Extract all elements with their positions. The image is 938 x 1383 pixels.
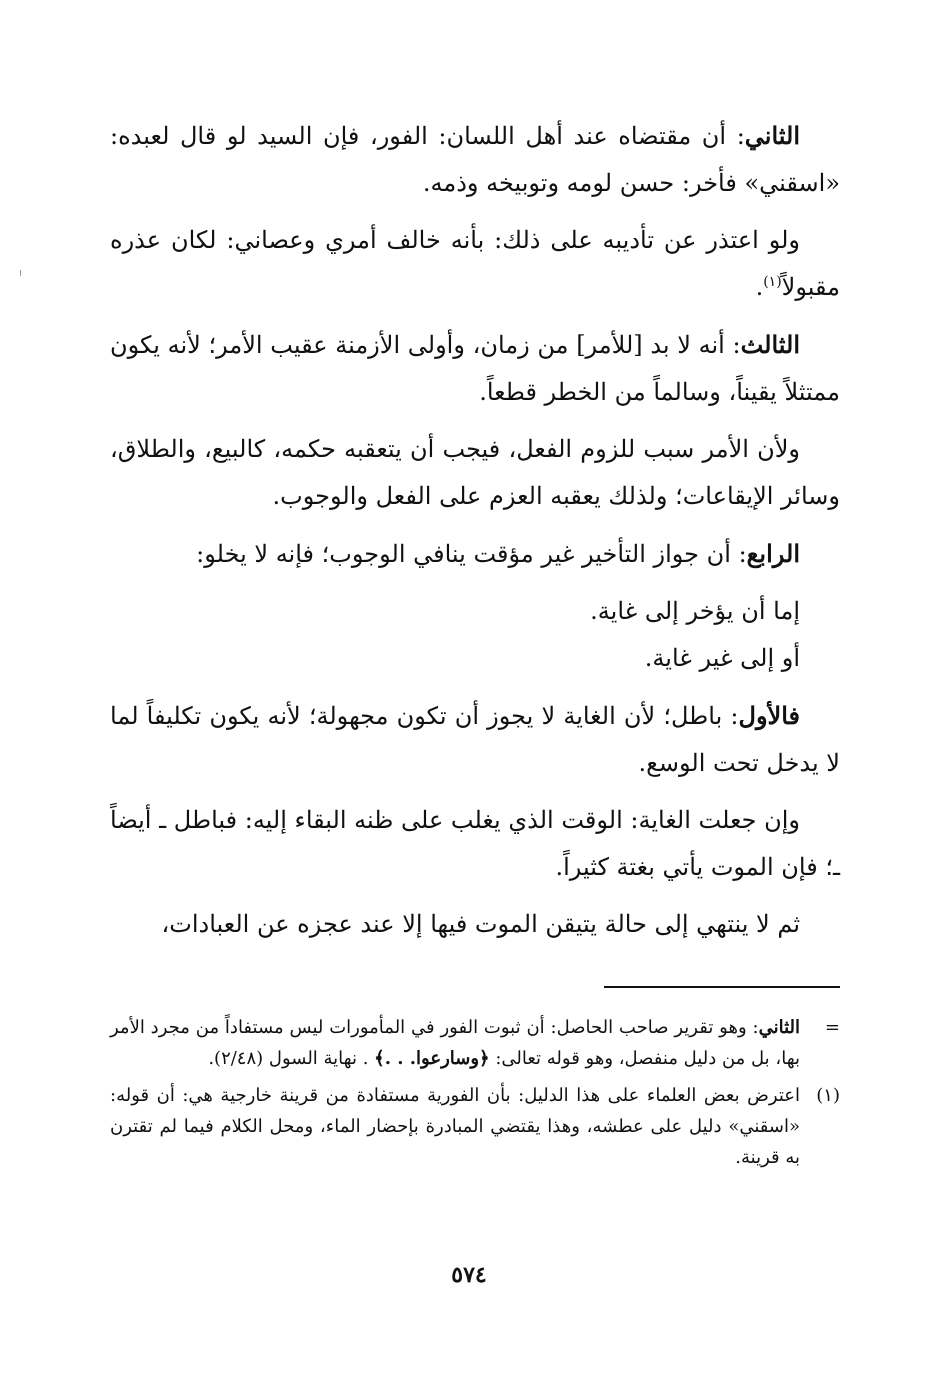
option-line-second bbox=[110, 635, 840, 682]
paragraph-text: : أن جواز التأخير غير مؤقت ينافي الوجوب؛ فإنه لا يخلو: bbox=[196, 540, 747, 568]
paragraph-first-case bbox=[110, 692, 840, 787]
footnote-text: : وهو تقرير صاحب الحاصل: أن ثبوت الفور في المأمورات ليس مستفاداً من مجرد الأمر بها، بل من دليل منفصل، وهو قوله تعالى: bbox=[110, 1017, 800, 1069]
footnote-text: اعترض بعض العلماء على هذا الدليل: بأن الفورية مستفادة من قرينة خارجية هي: أن قوله: «اسقني» دليل على عطشه، وهذا يقتضي المبادرة بإحضار الماء، ومحل الكلام فيما لم تقترن به قرينة. bbox=[110, 1085, 800, 1168]
paragraph-then bbox=[110, 901, 840, 948]
paragraph-third bbox=[110, 321, 840, 416]
footnote-1 bbox=[110, 1080, 840, 1173]
paragraph-second bbox=[110, 112, 840, 207]
footnote-lead: الثاني bbox=[758, 1017, 800, 1038]
scan-mark bbox=[20, 270, 21, 276]
footnote-continued bbox=[110, 1012, 840, 1074]
page-number: ٥٧٤ bbox=[451, 1262, 487, 1288]
paragraph-text: إما أن يؤخر إلى غاية. bbox=[590, 597, 800, 625]
continuation-mark: = bbox=[824, 1017, 840, 1038]
paragraph-lead: الثالث bbox=[740, 330, 800, 359]
paragraph-text: : أنه لا بد [للأمر] من زمان، وأولى الأزمنة عقيب الأمر؛ لأنه يكون ممتثلاً يقيناً، وسالماً من الخطر قطعاً. bbox=[110, 331, 840, 406]
paragraph-text: وإن جعلت الغاية: الوقت الذي يغلب على ظنه البقاء إليه: فباطل ـ أيضاً ـ؛ فإن الموت يأتي بغتة كثيراً. bbox=[110, 806, 840, 881]
paragraph-text: : أن مقتضاه عند أهل اللسان: الفور، فإن السيد لو قال لعبده: «اسقني» فأخر: حسن لومه وتوبيخه وذمه. bbox=[110, 122, 840, 197]
paragraph-excuse bbox=[110, 217, 840, 311]
footnote-ref[interactable]: (١) bbox=[763, 274, 782, 290]
paragraph-text: أو إلى غير غاية. bbox=[644, 644, 800, 672]
paragraph-text: : باطل؛ لأن الغاية لا يجوز أن تكون مجهولة؛ لأنه يكون تكليفاً لما لا يدخل تحت الوسع. bbox=[110, 702, 840, 777]
footnote-number: (١) bbox=[816, 1085, 840, 1106]
quran-quote: ﴿وسارعوا. . .﴾ bbox=[374, 1048, 490, 1069]
paragraph-text: ثم لا ينتهي إلى حالة يتيقن الموت فيها إلا عند عجزه عن العبادات، bbox=[161, 910, 800, 938]
paragraph-end: . bbox=[755, 273, 764, 301]
paragraph-limit bbox=[110, 797, 840, 891]
paragraph-fourth bbox=[110, 530, 840, 578]
footnote-divider bbox=[604, 986, 840, 988]
paragraph-text: ولأن الأمر سبب للزوم الفعل، فيجب أن يتعقبه حكمه، كالبيع، والطلاق، وسائر الإيقاعات؛ ولذلك يعقبه العزم على الفعل والوجوب. bbox=[110, 435, 840, 510]
paragraph-cause bbox=[110, 426, 840, 520]
footnote-ref-text: . نهاية السول (٢/٤٨). bbox=[208, 1048, 369, 1069]
option-line-first bbox=[110, 588, 840, 635]
page-body bbox=[110, 112, 840, 1179]
paragraph-lead: الرابع bbox=[746, 539, 800, 568]
paragraph-lead: الثاني bbox=[744, 121, 800, 150]
paragraph-lead: فالأول bbox=[738, 701, 800, 730]
paragraph-text: ولو اعتذر عن تأديبه على ذلك: بأنه خالف أمري وعصاني: لكان عذره مقبولاً bbox=[110, 226, 840, 301]
